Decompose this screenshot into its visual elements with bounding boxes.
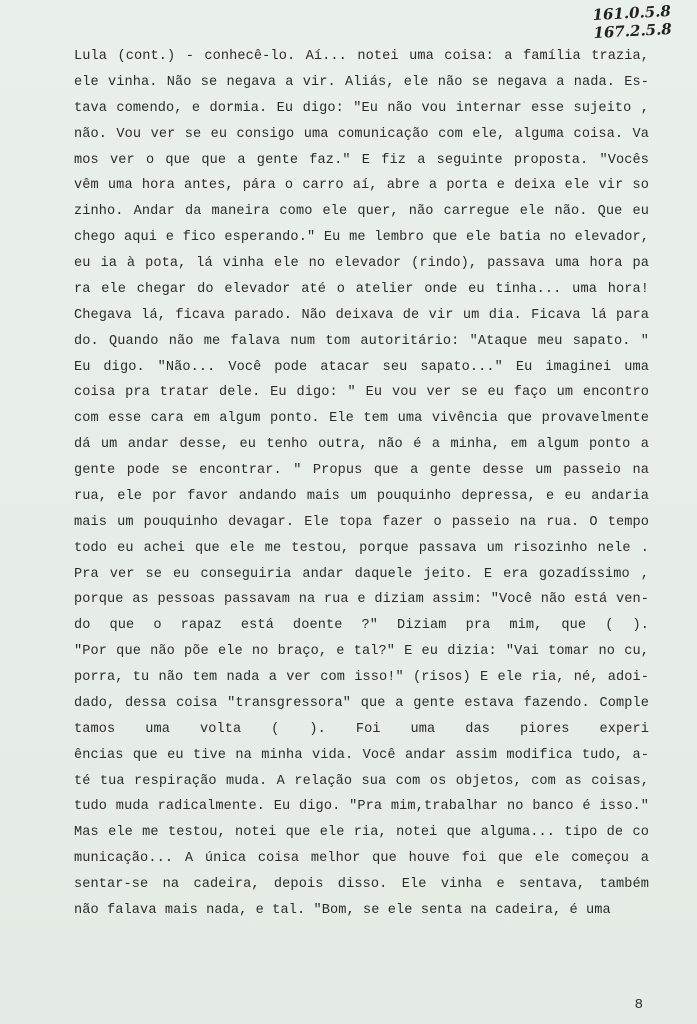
archive-reference xyxy=(592,2,672,42)
text-line: eu ia à pota, lá vinha ele no elevador (rindo), passava uma hora pa xyxy=(74,256,649,271)
text-line: ra ele chegar do elevador até o atelier onde eu tinha... uma hora! xyxy=(74,281,649,297)
page-number: 8 xyxy=(634,997,643,1013)
text-line: ências que eu tive na minha vida. Você andar assim modifica tudo, a- xyxy=(74,747,649,763)
text-line: Lula (cont.) - conhecê-lo. Aí... notei uma coisa: a família trazia, xyxy=(74,49,649,64)
text-line: vêm uma hora antes, pára o carro aí, abre a porta e deixa ele vir so xyxy=(74,178,649,194)
reference-code: 161.0.5.8 xyxy=(591,1,671,25)
text-line: dá um andar desse, eu tenho outra, não é a minha, em algum ponto a xyxy=(74,437,649,453)
text-line: Pra ver se eu conseguiria andar daquele jeito. E era gozadíssimo , xyxy=(74,566,649,582)
transcript-body xyxy=(74,44,649,924)
text-line: "Por que não põe ele no braço, e tal?" E eu dizia: "Vai tomar no cu, xyxy=(74,644,649,660)
text-line: chego aqui e fico esperando." Eu me lembro que ele batia no elevador, xyxy=(74,230,649,246)
text-line: tudo muda radicalmente. Eu digo. "Pra mim,trabalhar no banco é isso." xyxy=(74,799,649,815)
text-line: ele vinha. Não se negava a vir. Aliás, ele não se negava a nada. Es- xyxy=(74,74,649,90)
text-line: dado, dessa coisa "transgressora" que a gente estava fazendo. Comple xyxy=(74,695,649,711)
text-line: não. Vou ver se eu consigo uma comunicação com ele, alguma coisa. Va xyxy=(74,126,649,142)
text-line: do. Quando não me falava num tom autoritário: "Ataque meu sapato. " xyxy=(74,333,649,349)
text-line: não falava mais nada, e tal. "Bom, se ele senta na cadeira, é uma xyxy=(74,902,611,918)
text-line: sentar-se na cadeira, depois disso. Ele vinha e sentava, também xyxy=(74,877,649,892)
text-line: Chegava lá, ficava parado. Não deixava de vir um dia. Ficava lá para xyxy=(74,307,649,323)
text-line: mos ver o que que a gente faz." E fiz a seguinte proposta. "Vocês xyxy=(74,152,649,168)
text-line: todo eu achei que ele me testou, porque passava um risozinho nele . xyxy=(74,540,649,556)
reference-code: 167.2.5.8 xyxy=(592,19,672,43)
text-line: tava comendo, e dormia. Eu digo: "Eu não vou internar esse sujeito , xyxy=(74,100,649,116)
text-line: municação... A única coisa melhor que houve foi que ele começou a xyxy=(74,851,649,867)
text-line: porque as pessoas passavam na rua e diziam assim: "Você não está ven- xyxy=(74,592,649,608)
text-line: porra, tu não tem nada a ver com isso!" (risos) E ele ria, né, adoi- xyxy=(74,670,649,685)
text-line: rua, ele por favor andando mais um pouquinho depressa, e eu andaria xyxy=(74,488,649,504)
text-line: do que o rapaz está doente ?" Diziam pra mim, que ( ). xyxy=(74,618,649,634)
text-line: zinho. Andar da maneira como ele quer, não carregue ele não. Que eu xyxy=(74,204,649,220)
text-line: com esse cara em algum ponto. Ele tem uma vivência que provavelmente xyxy=(74,411,649,427)
text-line: Eu digo. "Não... Você pode atacar seu sapato..." Eu imaginei uma xyxy=(74,359,649,375)
text-line: Mas ele me testou, notei que ele ria, notei que alguma... tipo de co xyxy=(74,825,649,841)
text-line: coisa pra tratar dele. Eu digo: " Eu vou ver se eu faço um encontro xyxy=(74,385,649,401)
text-line: tamos uma volta ( ). Foi uma das piores experi xyxy=(74,721,649,737)
text-line: gente pode se encontrar. " Propus que a gente desse um passeio na xyxy=(74,463,649,478)
text-line: mais um pouquinho devagar. Ele topa fazer o passeio na rua. O tempo xyxy=(74,514,649,530)
text-line: té tua respiração muda. A relação sua com os objetos, com as coisas, xyxy=(74,773,649,789)
